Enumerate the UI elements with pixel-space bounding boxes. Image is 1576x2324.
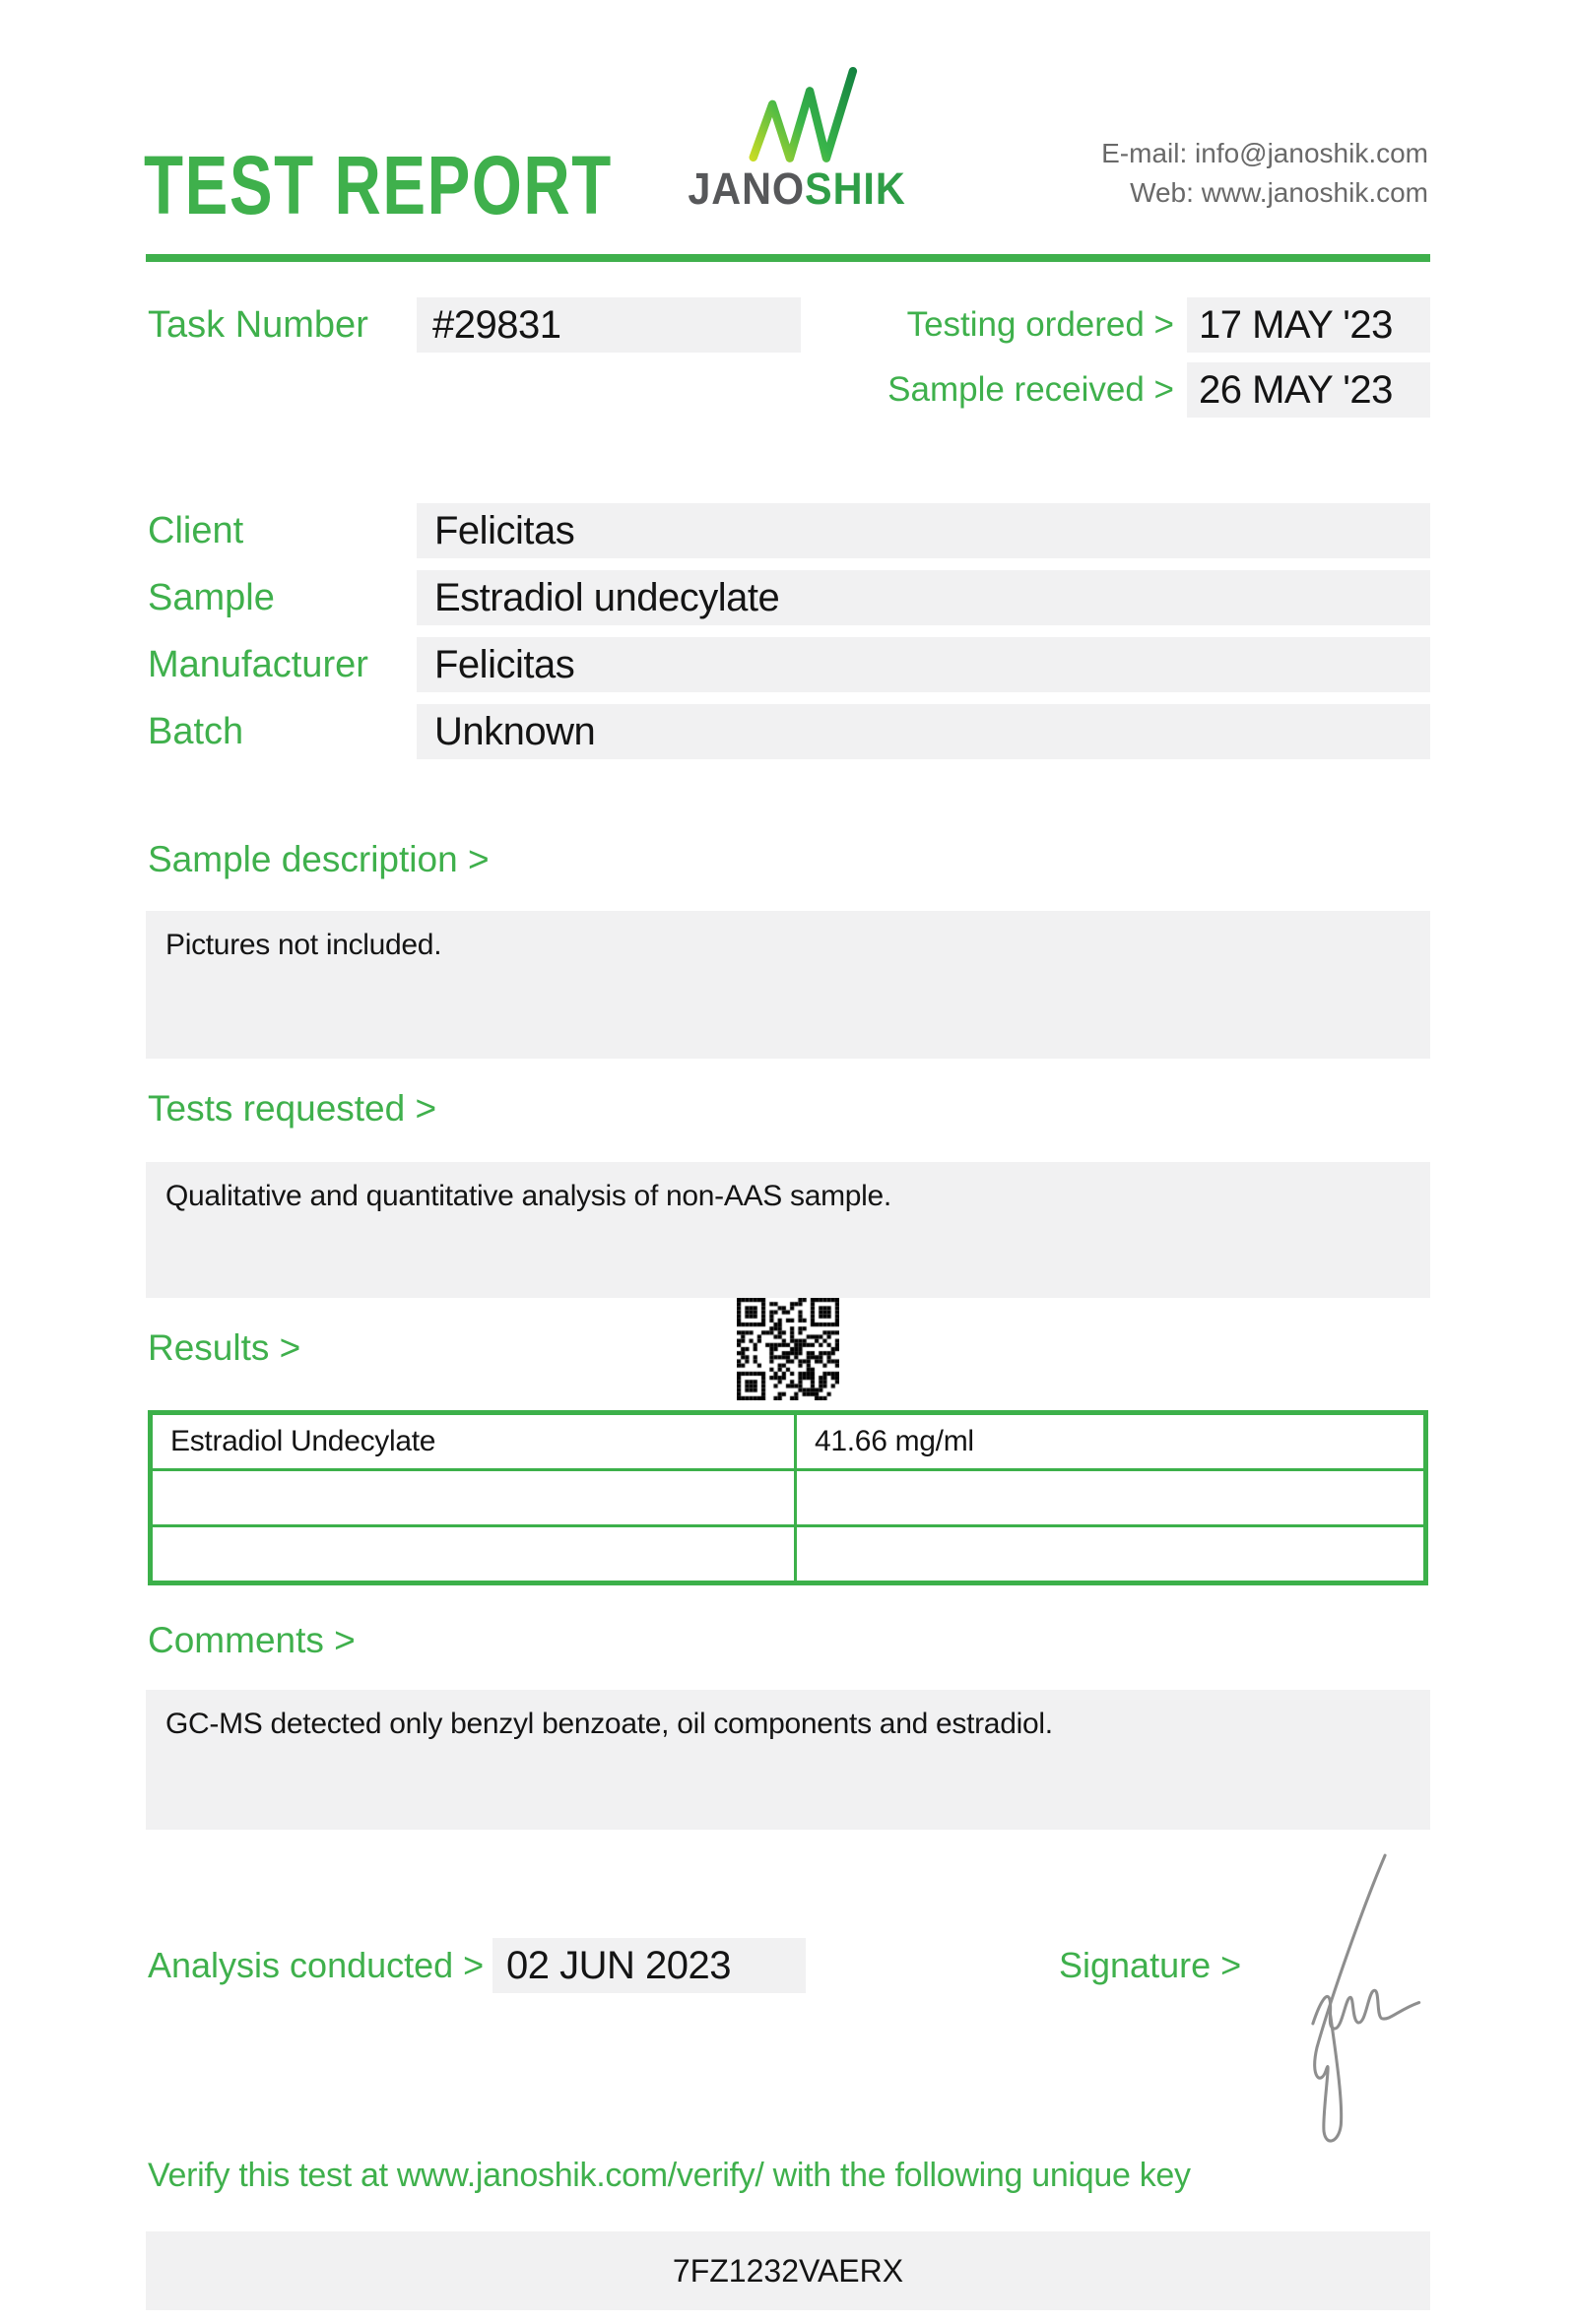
janoshik-logo-wordmark [684,163,910,215]
sample-description-heading: Sample description > [148,839,490,879]
analysis-conducted-label: Analysis conducted > [148,1945,485,1985]
logo-text-jano: JANO [688,163,806,214]
sample-received-value: 26 MAY '23 [1199,368,1393,412]
signature-label: Signature > [1059,1945,1242,1985]
testing-ordered-label: Testing ordered > [906,305,1174,344]
table-row [151,1413,1426,1470]
comments-text: GC-MS detected only benzyl benzoate, oil components and estradiol. [165,1708,1053,1740]
table-row [151,1526,1426,1583]
client-label: Client [148,510,244,551]
results-table [148,1410,1428,1585]
batch-value: Unknown [434,710,596,753]
sample-label: Sample [148,577,275,618]
sample-received-label: Sample received > [887,370,1174,409]
janoshik-chart-logo-icon [747,63,863,165]
result-value-cell: 41.66 mg/ml [796,1413,1426,1470]
comments-box [146,1690,1430,1830]
tests-requested-heading: Tests requested > [148,1088,437,1129]
sample-field [417,570,1430,625]
signature-image [1263,1849,1435,2150]
comments-heading: Comments > [148,1620,356,1660]
results-heading: Results > [148,1327,301,1368]
result-name-cell [151,1470,796,1526]
contact-email: E-mail: info@janoshik.com [1101,138,1428,168]
testing-ordered-field [1187,297,1430,353]
result-name-cell: Estradiol Undecylate [151,1413,796,1470]
contact-block [936,134,1428,213]
sample-description-text: Pictures not included. [165,929,442,961]
tests-requested-text: Qualitative and quantitative analysis of non-AAS sample. [165,1180,891,1212]
logo-text-shik: SHIK [805,163,906,214]
verify-key-field [146,2231,1430,2310]
tests-requested-box [146,1162,1430,1298]
qr-code [737,1298,839,1400]
page-title: TEST REPORT [144,139,613,231]
client-field [417,503,1430,558]
header-divider [146,254,1430,262]
batch-label: Batch [148,711,244,752]
manufacturer-value: Felicitas [434,643,575,686]
result-name-cell [151,1526,796,1583]
verify-key-value: 7FZ1232VAERX [672,2253,904,2289]
sample-value: Estradiol undecylate [434,576,780,619]
contact-web: Web: www.janoshik.com [1130,177,1428,208]
task-number-field [417,297,801,353]
table-row [151,1470,1426,1526]
result-value-cell [796,1470,1426,1526]
batch-field [417,704,1430,759]
analysis-date-value: 02 JUN 2023 [506,1944,731,1987]
manufacturer-label: Manufacturer [148,644,368,685]
task-number-label: Task Number [148,304,368,346]
task-number-value: #29831 [432,303,561,347]
manufacturer-field [417,637,1430,692]
client-value: Felicitas [434,509,575,552]
testing-ordered-value: 17 MAY '23 [1199,303,1393,347]
verify-instruction: Verify this test at www.janoshik.com/verify/ with the following unique key [148,2157,1191,2194]
result-value-cell [796,1526,1426,1583]
sample-description-box [146,911,1430,1059]
analysis-date-field [492,1938,806,1993]
sample-received-field [1187,362,1430,418]
